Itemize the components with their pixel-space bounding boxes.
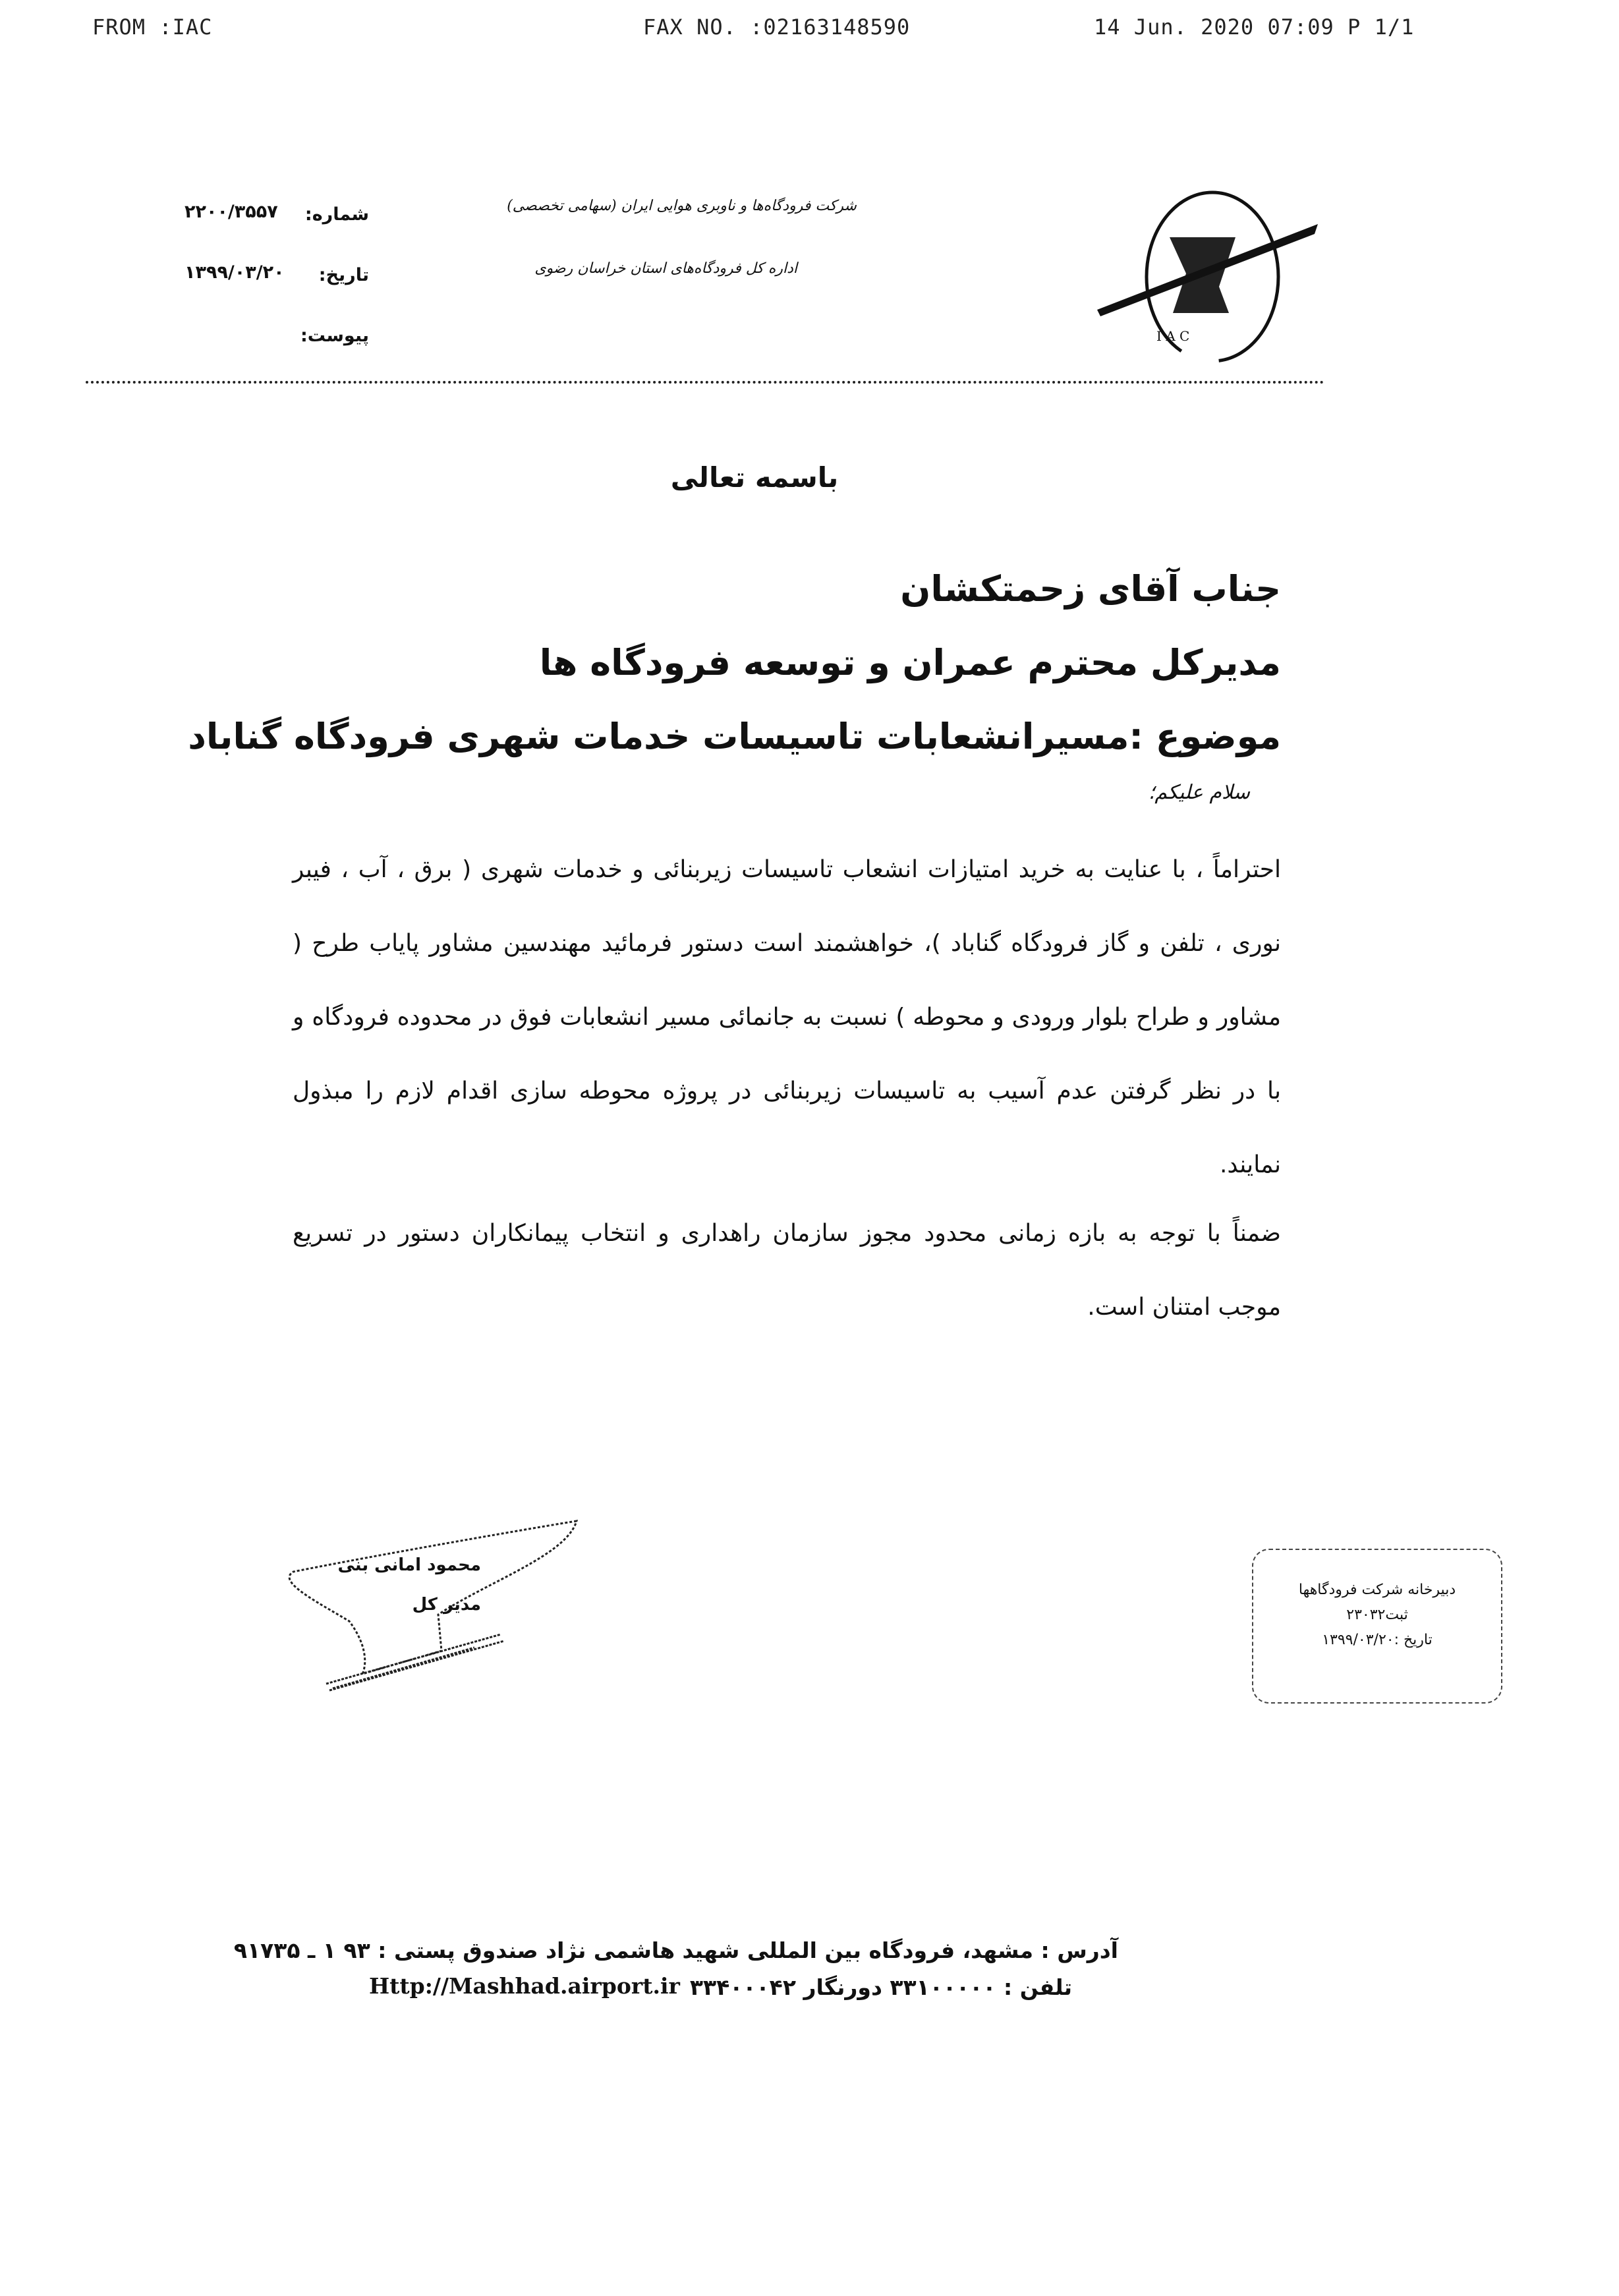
fax-from: FROM :IAC (92, 14, 213, 40)
greeting-handwritten: سلام علیکم؛ (1148, 781, 1250, 804)
iac-logo-icon (1094, 188, 1321, 366)
registry-stamp-date: تاریخ :۱۳۹۹/۰۳/۲۰ (1322, 1632, 1433, 1648)
header-divider (86, 381, 1324, 384)
registry-stamp-office: دبیرخانه شرکت فرودگاهها (1298, 1582, 1456, 1598)
company-department: اداره کل فرودگاه‌های استان خراسان رضوی (534, 260, 797, 277)
recipient-title: مدیرکل محترم عمران و توسعه فرودگاه ها (539, 642, 1281, 683)
number-value: ۲۲۰۰/۳۵۵۷ (185, 202, 278, 222)
registry-stamp-number: ثبت۲۳۰۳۲ (1346, 1607, 1408, 1623)
signatory-name: محمود امانی بنی (337, 1555, 481, 1575)
body-paragraph-2: ضمناً با توجه به بازه زمانی محدود مجوز سازمان راهداری و انتخاب پیمانکاران دستور در تسریع موجب امتنان است. (293, 1220, 1281, 1321)
footer-phone: تلفن : ۳۳۱۰۰۰۰۰ دورنگار ۳۳۴۰۰۰۴۲ (689, 1974, 1072, 2000)
invocation: باسمه تعالی (670, 461, 839, 494)
letter-subject: موضوع :مسیرانشعابات تاسیسات خدمات شهری فرودگاه گناباد (188, 716, 1281, 757)
logo-text: I A C (1156, 328, 1190, 344)
footer-address: آدرس : مشهد، فرودگاه بین المللی شهید هاشمی نژاد صندوق پستی : ۹۳ ۱ ـ ۹۱۷۳۵ (233, 1937, 1118, 1963)
body-paragraph-1: احتراماً ، با عنایت به خرید امتیازات انشعاب تاسیسات زیربنائی و خدمات شهری ( برق ، آب ، فیبر نوری ، تلفن و گاز فرودگاه گناباد )، خواهشمند است دستور فرمائید مهندسین مشاور پایاب طرح ( مشاور و طراح بلوار ورودی و محوطه ) نسبت به جانمائی مسیر انشعابات فوق در محدوده فرودگاه و با در نظر گرفتن عدم آسیب به تاسیسات زیربنائی در پروژه محوطه سازی اقدام لازم را مبذول نمایند. (293, 856, 1281, 1178)
fax-datetime-page: 14 Jun. 2020 07:09 P 1/1 (1094, 14, 1415, 40)
recipient-name: جناب آقای زحمتکشان (900, 568, 1281, 610)
signatory-title: مدیر کل (412, 1595, 481, 1615)
number-label: شماره: (304, 204, 369, 225)
signature-stamp (277, 1516, 580, 1694)
attachment-label: پیوست: (300, 326, 369, 346)
iac-logo (1094, 188, 1321, 366)
registry-stamp (1252, 1549, 1502, 1704)
company-name: شرکت فرودگاه‌ها و ناوبری هوایی ایران (سهامی تخصصی) (507, 198, 857, 214)
footer-website: Http://Mashhad.airport.ir (369, 1973, 680, 1999)
fax-number: FAX NO. :02163148590 (643, 14, 911, 40)
date-label: تاریخ: (318, 265, 369, 285)
date-value: ۱۳۹۹/۰۳/۲۰ (185, 262, 285, 283)
